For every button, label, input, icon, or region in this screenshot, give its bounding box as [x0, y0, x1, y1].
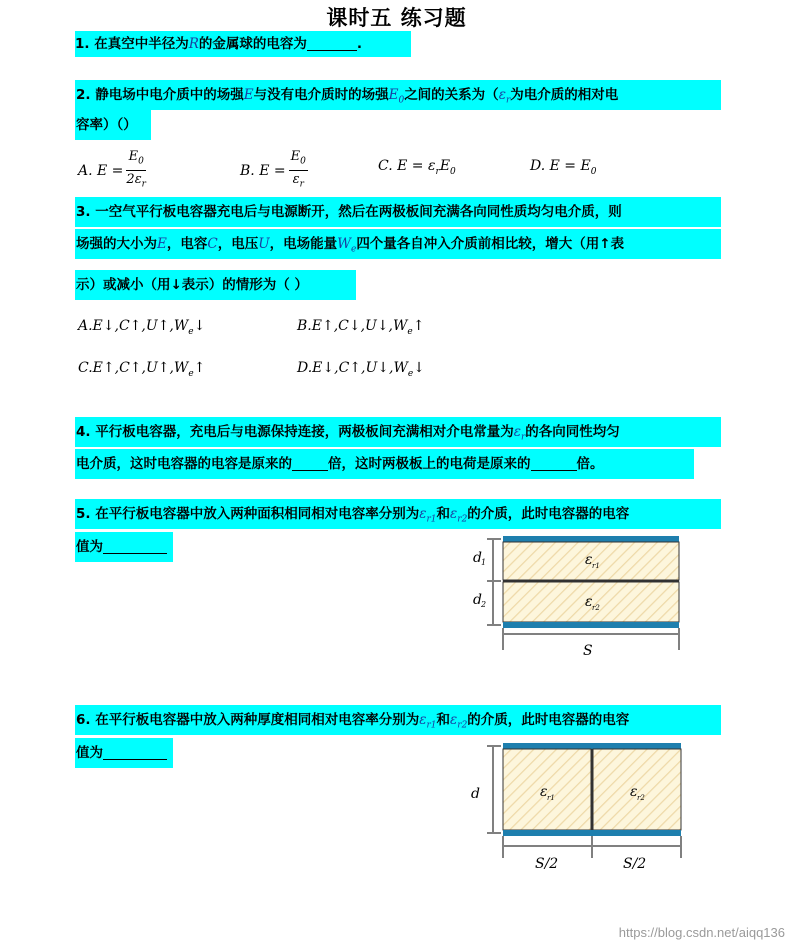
- q3-option-b: [297, 318, 424, 337]
- q3-text-b: 场强的大小为: [76, 236, 157, 252]
- q2-b-num: E: [290, 149, 301, 164]
- q3-text-d: ，电压: [217, 236, 259, 252]
- q6-text-c: 值为: [76, 745, 103, 761]
- q3-b-arrow: ↑: [412, 318, 425, 334]
- q5-var-eps1: ε: [419, 506, 427, 522]
- q5-label-d2-sub: 2: [481, 600, 487, 609]
- question-5-line-2: [75, 532, 173, 562]
- question-3-line-1: [75, 197, 721, 227]
- q5-figure: [465, 530, 695, 665]
- q2-text-d: 为电介质的相对电: [510, 87, 619, 103]
- q2-d-text: E = E: [549, 158, 591, 174]
- q6-label-eps2-sub: r2: [637, 794, 645, 802]
- q1-var-r: R: [188, 36, 199, 52]
- q2-a-num-sub: 0: [138, 156, 144, 167]
- q2-option-c: [378, 158, 456, 177]
- q2-b-num-sub: 0: [300, 156, 306, 167]
- q6-figure: [465, 738, 695, 878]
- question-4-line-2: [75, 449, 694, 479]
- q4-text-e: 倍。: [576, 456, 604, 472]
- question-6-line-2: [75, 738, 173, 768]
- q2-text-b: 与没有电介质时的场强: [253, 87, 389, 103]
- q5-sub-2: r2: [457, 514, 468, 525]
- q5-label-s: S: [583, 643, 593, 659]
- q5-and: 和: [436, 506, 451, 522]
- q3-b-sub: e: [407, 326, 413, 337]
- q2-sub-r: r: [505, 95, 511, 106]
- q5-blank: [103, 537, 167, 554]
- q6-blank: [103, 743, 167, 760]
- q2-c-sub2: 0: [450, 166, 456, 177]
- q3-d-sub: e: [407, 368, 414, 379]
- q2-var-e0: E: [388, 87, 399, 103]
- q5-label-eps2: ε: [585, 594, 593, 610]
- q2-option-a: [78, 149, 146, 193]
- q2-text-c: 之间的关系为（: [404, 87, 499, 103]
- q6-sub-2: r2: [457, 720, 468, 731]
- q2-option-b: [240, 149, 308, 193]
- q5-text-b: 的介质，此时电容器的电容: [467, 506, 630, 522]
- q1-blank: [307, 34, 357, 51]
- question-2-line-1: [75, 80, 721, 110]
- page-title: 课时五 练习题: [326, 6, 467, 30]
- q3-text-g: 示）或减小（用↓表示）的情形为（ ）: [76, 277, 309, 293]
- q3-d-text: D.E↓,C↑,U↓,W: [297, 360, 408, 376]
- question-3-line-2: [75, 229, 721, 259]
- q6-var-eps1: ε: [419, 712, 427, 728]
- q4-text-d: 倍，这时两极板上的电荷是原来的: [328, 456, 531, 472]
- q2-text-a: 2. 静电场中电介质中的场强: [76, 87, 244, 103]
- q2-a-den: 2ε: [126, 171, 142, 187]
- q6-label-eps1: ε: [540, 784, 548, 800]
- question-4-line-1: [75, 417, 721, 447]
- q3-text-c: ，电容: [166, 236, 208, 252]
- q3-c-text: C.E↑,C↑,U↑,W: [78, 360, 189, 376]
- q6-text-b: 的介质，此时电容器的电容: [467, 712, 630, 728]
- q4-text-a: 4. 平行板电容器，充电后与电源保持连接，两极板间充满相对介电常量为: [76, 424, 514, 440]
- q4-text-c: 电介质，这时电容器的电容是原来的: [76, 456, 292, 472]
- q2-a-num: E: [128, 149, 139, 164]
- q3-a-sub: e: [188, 326, 194, 337]
- q2-a-label: A.: [78, 163, 93, 180]
- q2-a-fraction: [126, 149, 146, 193]
- q3-var-e: E: [157, 236, 167, 252]
- q2-b-den: ε: [292, 171, 300, 187]
- q3-var-w-sub: e: [350, 244, 357, 255]
- q3-a-arrow: ↓: [193, 318, 206, 334]
- q5-bottom-plate: [503, 622, 679, 628]
- q3-option-a: [78, 318, 205, 337]
- question-2-line-2: [75, 110, 151, 140]
- q2-a-lhs: E =: [97, 163, 124, 180]
- question-6-line-1: [75, 705, 721, 735]
- q4-var-eps: ε: [513, 424, 521, 440]
- q2-text-e: 容率）（）: [76, 117, 137, 133]
- question-1: [75, 31, 411, 57]
- q4-blank-2: [531, 454, 577, 471]
- q6-sub-1: r1: [426, 720, 437, 731]
- q3-c-arrow: ↑: [193, 360, 206, 376]
- q5-label-d1: d: [473, 550, 482, 566]
- q4-sub-r: r: [520, 432, 526, 443]
- q6-label-s-right: S/2: [623, 856, 647, 872]
- q6-and: 和: [436, 712, 451, 728]
- q3-a-text: A.E↓,C↑,U↑,W: [78, 318, 189, 334]
- q2-b-fraction: [289, 149, 308, 193]
- q3-b-text: B.E↑,C↓,U↓,W: [297, 318, 408, 334]
- q3-text-e: ，电场能量: [269, 236, 338, 252]
- q4-text-b: 的各向同性均匀: [525, 424, 620, 440]
- q2-d-sub1: 0: [590, 166, 597, 177]
- q1-text: 1. 在真空中半径为: [75, 36, 189, 52]
- q6-var-eps2: ε: [450, 712, 458, 728]
- q2-var-e: E: [243, 87, 254, 103]
- q5-label-d1-sub: 1: [481, 558, 487, 567]
- q6-text-a: 6. 在平行板电容器中放入两种厚度相同相对电容率分别为: [76, 712, 420, 728]
- q3-option-d: [297, 360, 425, 379]
- q5-text-a: 5. 在平行板电容器中放入两种面积相同相对电容率分别为: [76, 506, 420, 522]
- q6-label-s-left: S/2: [535, 856, 559, 872]
- q5-label-eps1-sub: r1: [592, 562, 600, 570]
- q3-c-sub: e: [188, 368, 194, 379]
- q3-text-f: 四个量各自冲入介质前相比较，增大（用↑表: [356, 236, 625, 252]
- q2-c-label: C.: [378, 158, 393, 174]
- q6-label-d: d: [471, 786, 480, 802]
- q2-b-label: B.: [240, 163, 255, 180]
- q2-option-d: [530, 158, 596, 177]
- q6-label-eps2: ε: [630, 784, 638, 800]
- watermark: https://blog.csdn.net/aiqq136: [618, 925, 785, 940]
- q5-text-c: 值为: [76, 539, 103, 555]
- question-3-line-3: [75, 270, 356, 300]
- q2-c-text: E = ε: [397, 158, 436, 174]
- q1-end: .: [356, 36, 363, 52]
- q3-var-u: U: [258, 236, 270, 252]
- q3-d-arrow: ↓: [413, 360, 425, 376]
- q6-label-eps1-sub: r1: [547, 794, 555, 802]
- q6-top-plate: [503, 743, 681, 749]
- q3-var-c: C: [207, 236, 218, 252]
- q2-d-label: D.: [530, 158, 546, 174]
- q2-b-den-sub: r: [299, 179, 304, 190]
- q2-a-den-sub: r: [141, 179, 146, 190]
- q2-b-lhs: E =: [259, 163, 286, 180]
- q2-c-text2: E: [439, 158, 451, 174]
- q2-c-sub1: r: [435, 166, 440, 177]
- q5-sub-1: r1: [426, 514, 437, 525]
- q5-label-eps2-sub: r2: [592, 604, 600, 612]
- q3-option-c: [78, 360, 205, 379]
- q5-var-eps2: ε: [450, 506, 458, 522]
- q3-text-a: 3. 一空气平行板电容器充电后与电源断开，然后在两极板间充满各向同性质均匀电介质，则: [76, 204, 622, 220]
- q1-text-post: 的金属球的电容为: [198, 36, 307, 52]
- q3-var-w: W: [337, 236, 351, 252]
- q5-top-plate: [503, 536, 679, 542]
- q5-label-eps1: ε: [585, 552, 593, 568]
- q2-sub-0: 0: [398, 95, 405, 106]
- q2-var-eps: ε: [498, 87, 506, 103]
- q6-bottom-plate: [503, 830, 681, 836]
- q4-blank-1: [292, 454, 328, 471]
- question-5-line-1: [75, 499, 721, 529]
- q5-label-d2: d: [473, 592, 482, 608]
